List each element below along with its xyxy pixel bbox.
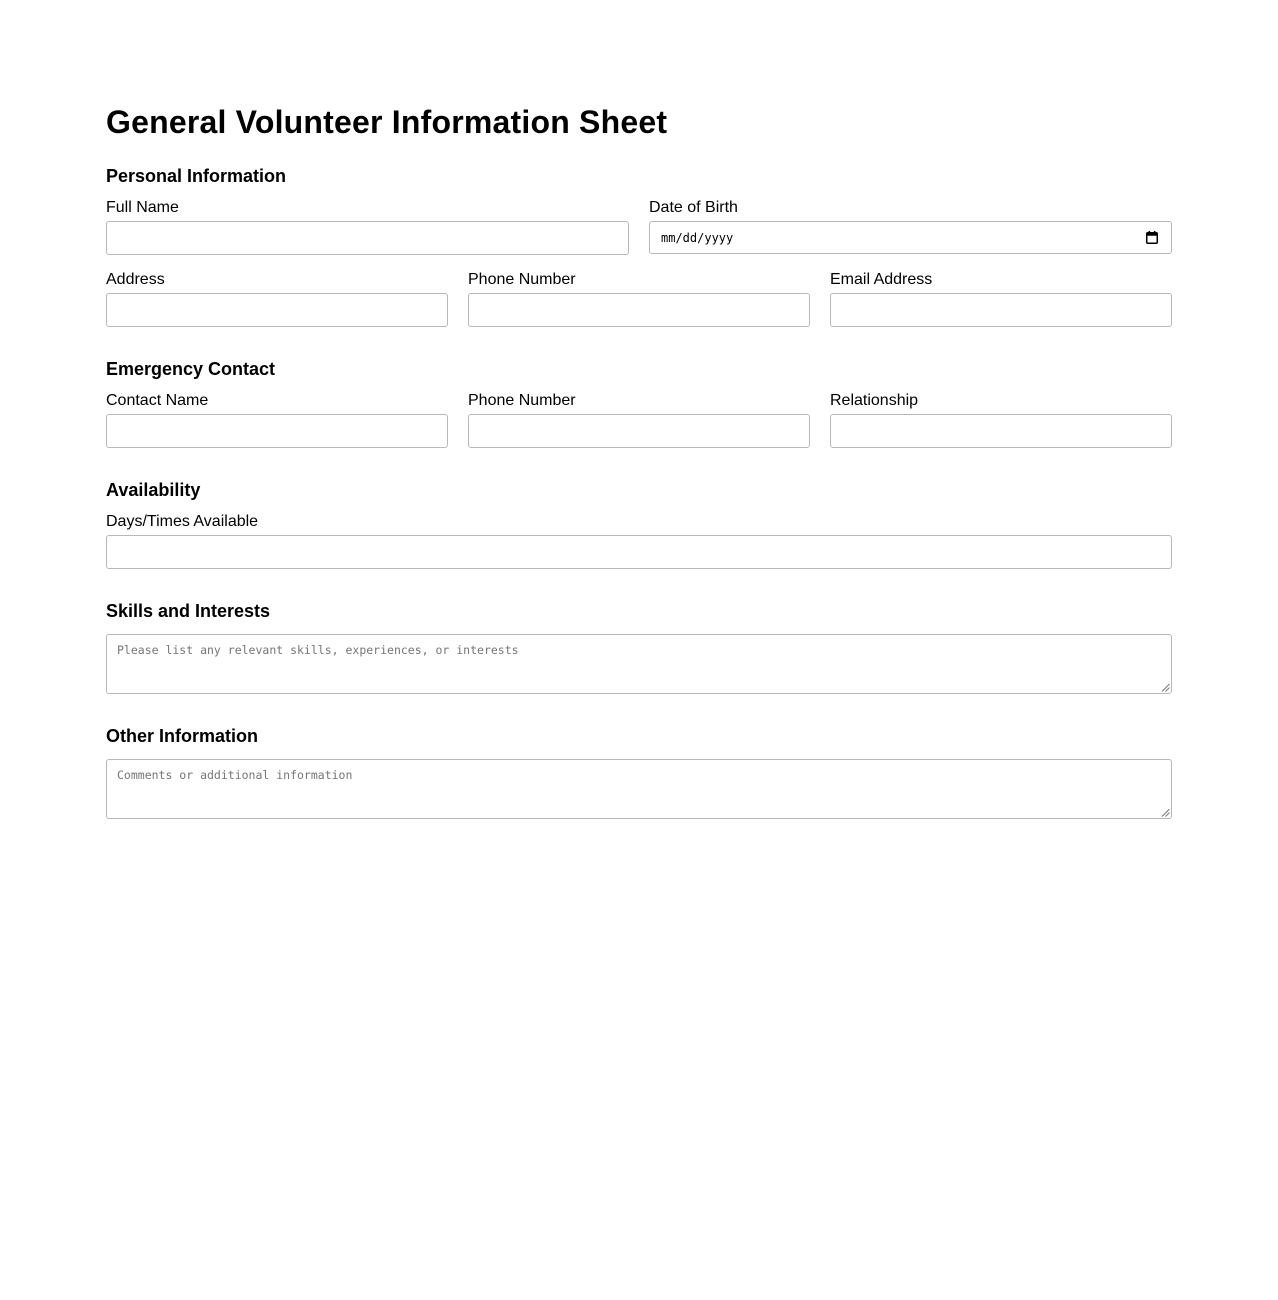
calendar-icon[interactable] [1146, 231, 1158, 244]
emergency-contact-heading: Emergency Contact [106, 359, 276, 379]
phone-number-input[interactable] [468, 293, 810, 327]
availability-heading: Availability [106, 480, 201, 500]
other-information-placeholder: Comments or additional information [117, 768, 353, 782]
days-times-available-label: Days/Times Available [106, 513, 259, 530]
contact-name-input[interactable] [106, 414, 448, 448]
other-information-textarea[interactable] [106, 759, 1172, 819]
days-times-available-input[interactable] [106, 535, 1172, 569]
page-title: General Volunteer Information Sheet [106, 104, 668, 140]
resize-handle-icon[interactable] [1161, 683, 1170, 692]
other-information-heading: Other Information [106, 726, 258, 746]
email-address-label: Email Address [830, 271, 933, 288]
skills-and-interests-heading: Skills and Interests [106, 601, 271, 621]
emergency-phone-number-input[interactable] [468, 414, 810, 448]
relationship-input[interactable] [830, 414, 1172, 448]
date-of-birth-label: Date of Birth [649, 199, 738, 216]
email-address-input[interactable] [830, 293, 1172, 327]
personal-information-heading: Personal Information [106, 166, 287, 186]
date-of-birth-input[interactable] [649, 221, 1172, 254]
emergency-phone-number-label: Phone Number [468, 392, 576, 409]
address-input[interactable] [106, 293, 448, 327]
skills-and-interests-placeholder: Please list any relevant skills, experiences, or interests [117, 643, 519, 657]
phone-number-label: Phone Number [468, 271, 576, 288]
skills-and-interests-textarea[interactable] [106, 634, 1172, 694]
contact-name-label: Contact Name [106, 392, 209, 409]
full-name-label: Full Name [106, 199, 179, 216]
address-label: Address [106, 271, 165, 288]
relationship-label: Relationship [830, 392, 919, 409]
resize-handle-icon[interactable] [1161, 808, 1170, 817]
date-of-birth-placeholder: mm/dd/yyyy [661, 231, 734, 245]
full-name-input[interactable] [106, 221, 629, 255]
